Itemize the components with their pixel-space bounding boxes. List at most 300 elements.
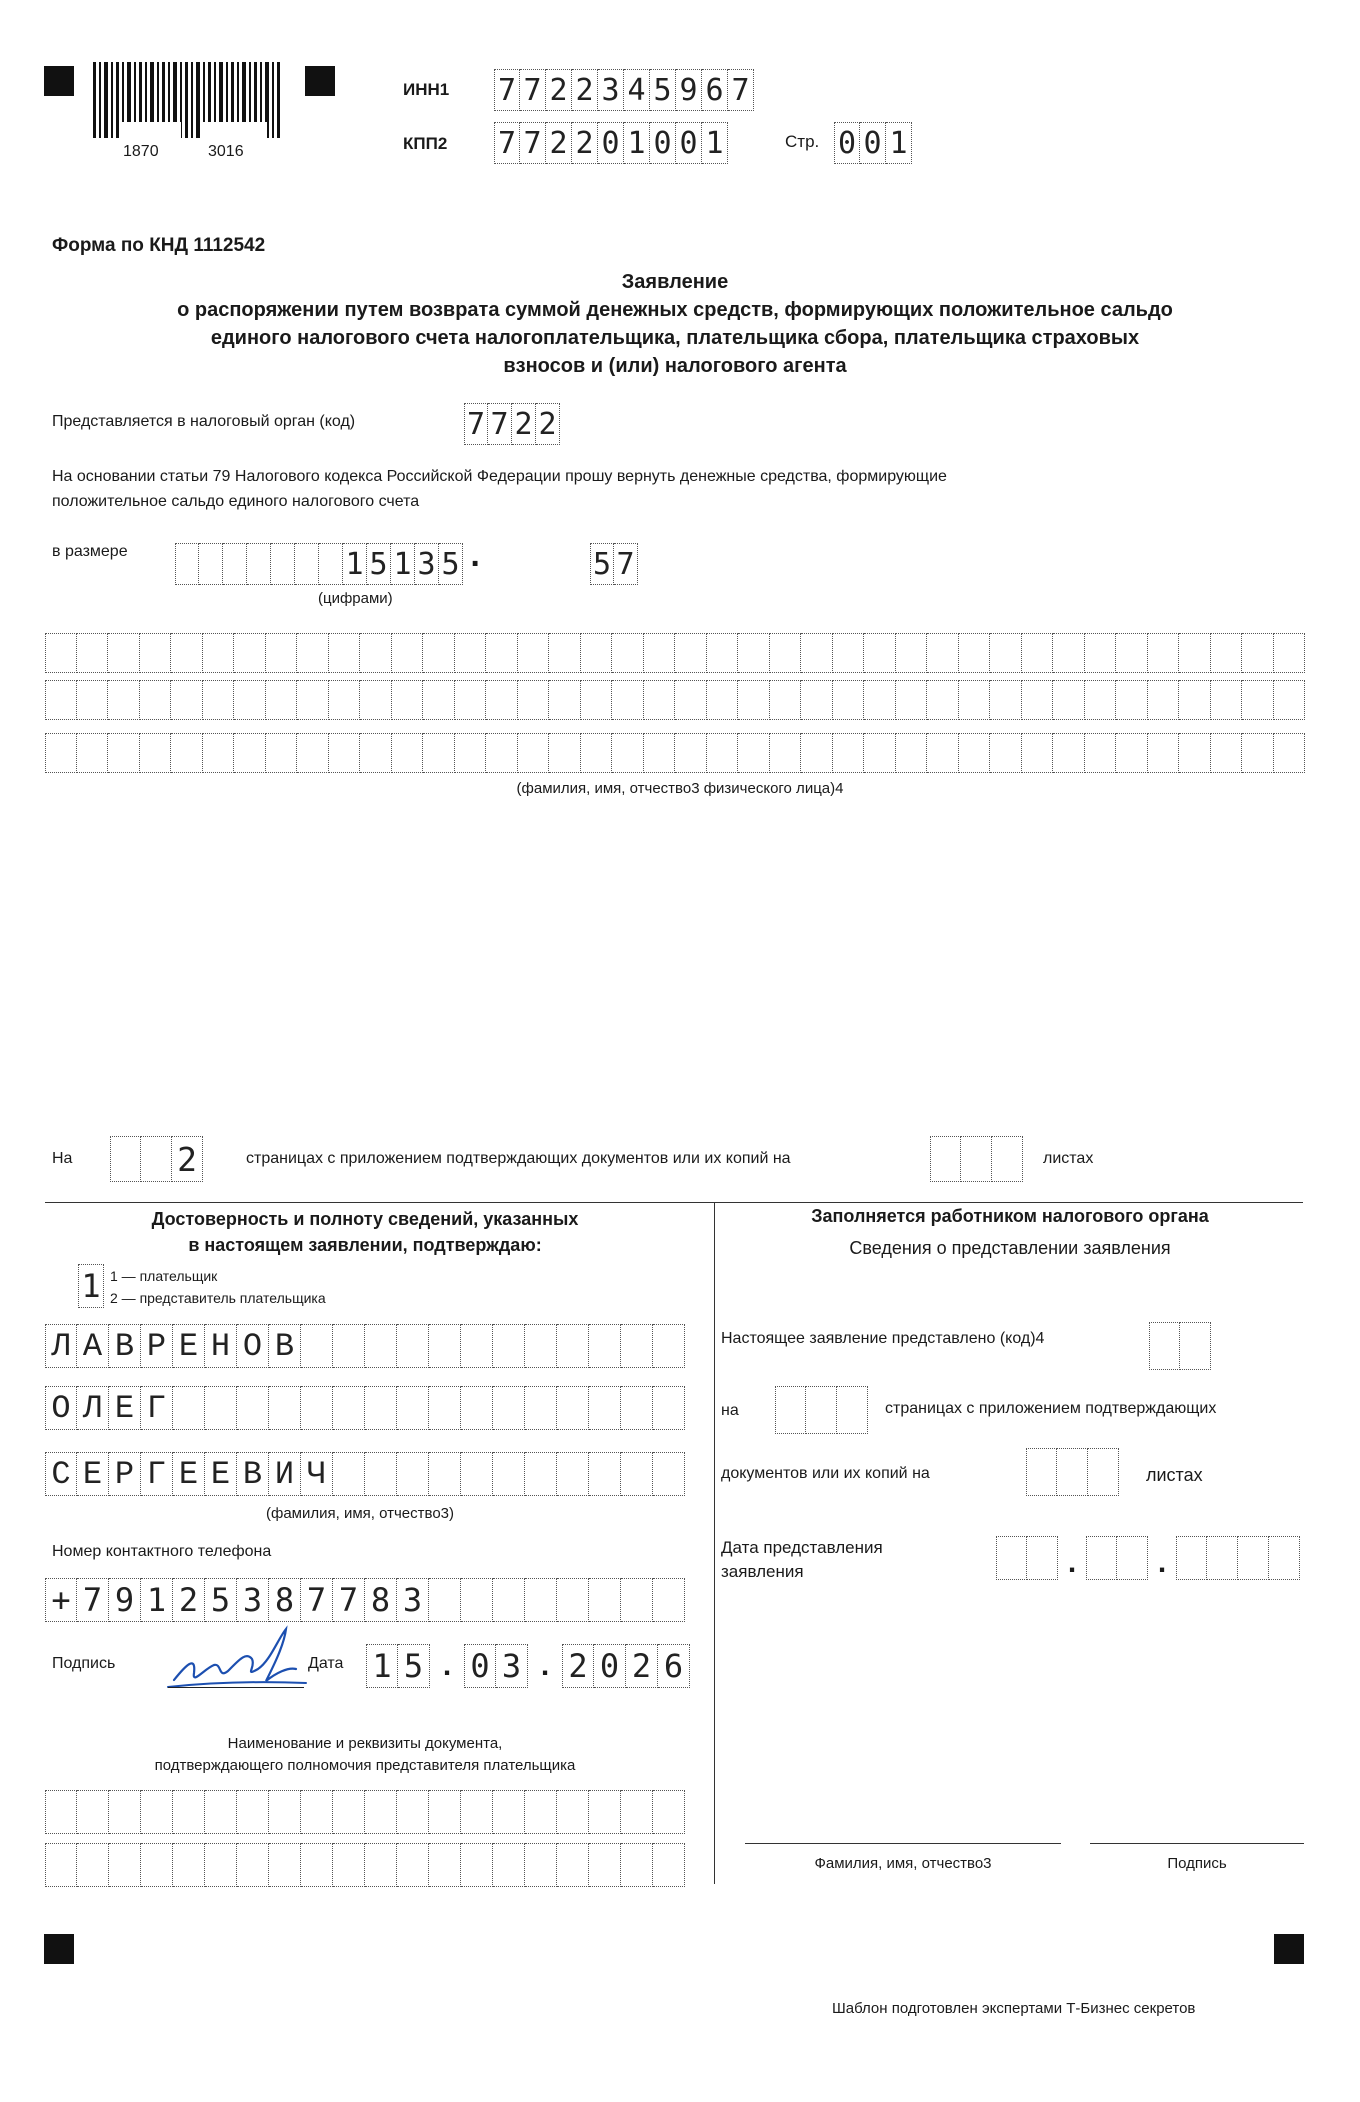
char-cell[interactable]: 2 bbox=[172, 1136, 203, 1182]
char-cell[interactable] bbox=[1026, 1448, 1057, 1496]
char-cell[interactable]: 7 bbox=[301, 1578, 333, 1622]
surname-field[interactable] bbox=[45, 1324, 685, 1368]
char-cell[interactable] bbox=[589, 1790, 621, 1834]
char-cell[interactable] bbox=[108, 680, 140, 720]
sheets-count-field[interactable] bbox=[930, 1136, 1023, 1182]
char-cell[interactable] bbox=[612, 680, 644, 720]
char-cell[interactable] bbox=[833, 733, 865, 773]
char-cell[interactable] bbox=[493, 1324, 525, 1368]
char-cell[interactable]: 7 bbox=[494, 69, 520, 111]
char-cell[interactable] bbox=[77, 733, 109, 773]
char-cell[interactable]: Е bbox=[173, 1324, 205, 1368]
char-cell[interactable] bbox=[493, 1843, 525, 1887]
char-cell[interactable] bbox=[896, 633, 928, 673]
char-cell[interactable]: 0 bbox=[650, 122, 676, 164]
char-cell[interactable] bbox=[1274, 633, 1306, 673]
char-cell[interactable] bbox=[1179, 733, 1211, 773]
char-cell[interactable] bbox=[392, 633, 424, 673]
char-cell[interactable]: Ч bbox=[301, 1452, 333, 1496]
char-cell[interactable] bbox=[1211, 633, 1243, 673]
char-cell[interactable] bbox=[1180, 1322, 1211, 1370]
char-cell[interactable] bbox=[266, 633, 298, 673]
char-cell[interactable] bbox=[333, 1843, 365, 1887]
char-cell[interactable] bbox=[806, 1386, 837, 1434]
char-cell[interactable] bbox=[738, 733, 770, 773]
char-cell[interactable] bbox=[1242, 633, 1274, 673]
char-cell[interactable] bbox=[801, 680, 833, 720]
char-cell[interactable] bbox=[1179, 633, 1211, 673]
char-cell[interactable]: 2 bbox=[572, 69, 598, 111]
char-cell[interactable] bbox=[297, 633, 329, 673]
char-cell[interactable] bbox=[493, 1452, 525, 1496]
char-cell[interactable]: 3 bbox=[415, 543, 439, 585]
char-cell[interactable] bbox=[223, 543, 247, 585]
char-cell[interactable] bbox=[429, 1386, 461, 1430]
char-cell[interactable] bbox=[996, 1536, 1027, 1580]
char-cell[interactable] bbox=[493, 1386, 525, 1430]
char-cell[interactable]: 2 bbox=[562, 1644, 594, 1688]
char-cell[interactable] bbox=[234, 733, 266, 773]
char-cell[interactable] bbox=[589, 1452, 621, 1496]
char-cell[interactable] bbox=[173, 1790, 205, 1834]
char-cell[interactable] bbox=[581, 733, 613, 773]
char-cell[interactable] bbox=[621, 1386, 653, 1430]
char-cell[interactable] bbox=[175, 543, 199, 585]
char-cell[interactable] bbox=[360, 680, 392, 720]
char-cell[interactable] bbox=[707, 680, 739, 720]
char-cell[interactable] bbox=[486, 680, 518, 720]
char-cell[interactable] bbox=[775, 1386, 806, 1434]
char-cell[interactable] bbox=[365, 1843, 397, 1887]
date-year[interactable] bbox=[562, 1644, 690, 1688]
char-cell[interactable]: В bbox=[237, 1452, 269, 1496]
char-cell[interactable]: 5 bbox=[590, 543, 614, 585]
person-name-row-1[interactable] bbox=[45, 633, 1305, 673]
char-cell[interactable] bbox=[990, 680, 1022, 720]
char-cell[interactable] bbox=[203, 733, 235, 773]
char-cell[interactable]: Е bbox=[109, 1386, 141, 1430]
char-cell[interactable] bbox=[621, 1843, 653, 1887]
char-cell[interactable] bbox=[234, 680, 266, 720]
char-cell[interactable] bbox=[173, 1386, 205, 1430]
char-cell[interactable] bbox=[108, 733, 140, 773]
char-cell[interactable] bbox=[397, 1386, 429, 1430]
char-cell[interactable] bbox=[1086, 1536, 1117, 1580]
char-cell[interactable] bbox=[770, 680, 802, 720]
char-cell[interactable] bbox=[423, 680, 455, 720]
char-cell[interactable] bbox=[392, 733, 424, 773]
char-cell[interactable] bbox=[621, 1578, 653, 1622]
char-cell[interactable]: 8 bbox=[365, 1578, 397, 1622]
char-cell[interactable] bbox=[203, 633, 235, 673]
char-cell[interactable] bbox=[455, 633, 487, 673]
char-cell[interactable]: Н bbox=[205, 1324, 237, 1368]
char-cell[interactable]: 3 bbox=[496, 1644, 528, 1688]
char-cell[interactable] bbox=[1274, 680, 1306, 720]
char-cell[interactable] bbox=[141, 1136, 172, 1182]
char-cell[interactable] bbox=[486, 633, 518, 673]
char-cell[interactable] bbox=[525, 1843, 557, 1887]
char-cell[interactable] bbox=[461, 1324, 493, 1368]
char-cell[interactable]: 1 bbox=[391, 543, 415, 585]
char-cell[interactable] bbox=[557, 1452, 589, 1496]
char-cell[interactable]: 0 bbox=[860, 122, 886, 164]
char-cell[interactable] bbox=[397, 1843, 429, 1887]
char-cell[interactable]: Е bbox=[173, 1452, 205, 1496]
amount-field[interactable] bbox=[175, 543, 463, 585]
char-cell[interactable] bbox=[1211, 733, 1243, 773]
char-cell[interactable]: 7 bbox=[464, 403, 488, 445]
char-cell[interactable] bbox=[397, 1452, 429, 1496]
char-cell[interactable] bbox=[549, 633, 581, 673]
char-cell[interactable] bbox=[266, 733, 298, 773]
char-cell[interactable] bbox=[589, 1386, 621, 1430]
char-cell[interactable]: + bbox=[45, 1578, 77, 1622]
char-cell[interactable] bbox=[675, 633, 707, 673]
char-cell[interactable] bbox=[455, 680, 487, 720]
tax-authority-code-field[interactable] bbox=[464, 403, 560, 445]
char-cell[interactable] bbox=[333, 1452, 365, 1496]
char-cell[interactable] bbox=[549, 733, 581, 773]
date-field[interactable] bbox=[366, 1644, 690, 1688]
char-cell[interactable] bbox=[301, 1324, 333, 1368]
char-cell[interactable] bbox=[525, 1790, 557, 1834]
char-cell[interactable]: 0 bbox=[676, 122, 702, 164]
char-cell[interactable] bbox=[1022, 680, 1054, 720]
char-cell[interactable] bbox=[77, 633, 109, 673]
char-cell[interactable] bbox=[423, 633, 455, 673]
char-cell[interactable] bbox=[675, 680, 707, 720]
char-cell[interactable]: В bbox=[269, 1324, 301, 1368]
char-cell[interactable] bbox=[1117, 1536, 1148, 1580]
char-cell[interactable] bbox=[959, 680, 991, 720]
char-cell[interactable] bbox=[653, 1324, 685, 1368]
char-cell[interactable] bbox=[461, 1386, 493, 1430]
char-cell[interactable] bbox=[141, 1843, 173, 1887]
char-cell[interactable] bbox=[365, 1324, 397, 1368]
date-day[interactable] bbox=[366, 1644, 430, 1688]
char-cell[interactable] bbox=[77, 1843, 109, 1887]
char-cell[interactable]: 5 bbox=[367, 543, 391, 585]
char-cell[interactable] bbox=[525, 1578, 557, 1622]
char-cell[interactable] bbox=[45, 633, 77, 673]
char-cell[interactable] bbox=[837, 1386, 868, 1434]
char-cell[interactable] bbox=[301, 1843, 333, 1887]
char-cell[interactable]: 6 bbox=[702, 69, 728, 111]
pages-count-field[interactable] bbox=[110, 1136, 203, 1182]
char-cell[interactable]: 1 bbox=[78, 1264, 104, 1308]
char-cell[interactable] bbox=[589, 1324, 621, 1368]
char-cell[interactable]: В bbox=[109, 1324, 141, 1368]
char-cell[interactable] bbox=[1269, 1536, 1300, 1580]
char-cell[interactable] bbox=[549, 680, 581, 720]
char-cell[interactable] bbox=[992, 1136, 1023, 1182]
char-cell[interactable] bbox=[109, 1790, 141, 1834]
char-cell[interactable]: 0 bbox=[594, 1644, 626, 1688]
char-cell[interactable]: 6 bbox=[658, 1644, 690, 1688]
char-cell[interactable] bbox=[397, 1324, 429, 1368]
char-cell[interactable] bbox=[365, 1386, 397, 1430]
char-cell[interactable] bbox=[269, 1386, 301, 1430]
char-cell[interactable]: 2 bbox=[626, 1644, 658, 1688]
char-cell[interactable]: 7 bbox=[728, 69, 754, 111]
char-cell[interactable] bbox=[429, 1452, 461, 1496]
char-cell[interactable] bbox=[833, 680, 865, 720]
char-cell[interactable] bbox=[365, 1452, 397, 1496]
char-cell[interactable]: 2 bbox=[572, 122, 598, 164]
char-cell[interactable] bbox=[621, 1452, 653, 1496]
phone-field[interactable] bbox=[45, 1578, 685, 1622]
char-cell[interactable] bbox=[959, 733, 991, 773]
char-cell[interactable] bbox=[141, 1790, 173, 1834]
char-cell[interactable] bbox=[77, 1790, 109, 1834]
char-cell[interactable] bbox=[525, 1386, 557, 1430]
char-cell[interactable] bbox=[864, 733, 896, 773]
patronymic-field[interactable] bbox=[45, 1452, 685, 1496]
presented-code-field[interactable] bbox=[1149, 1322, 1211, 1370]
char-cell[interactable] bbox=[297, 733, 329, 773]
char-cell[interactable] bbox=[237, 1843, 269, 1887]
char-cell[interactable] bbox=[1149, 1322, 1180, 1370]
char-cell[interactable]: 0 bbox=[598, 122, 624, 164]
representative-doc-row-1[interactable] bbox=[45, 1790, 685, 1834]
char-cell[interactable]: С bbox=[45, 1452, 77, 1496]
char-cell[interactable] bbox=[927, 733, 959, 773]
char-cell[interactable]: 2 bbox=[546, 69, 572, 111]
char-cell[interactable] bbox=[557, 1386, 589, 1430]
char-cell[interactable] bbox=[1179, 680, 1211, 720]
char-cell[interactable] bbox=[612, 733, 644, 773]
char-cell[interactable]: 2 bbox=[173, 1578, 205, 1622]
char-cell[interactable]: 5 bbox=[650, 69, 676, 111]
char-cell[interactable] bbox=[581, 680, 613, 720]
char-cell[interactable] bbox=[518, 633, 550, 673]
char-cell[interactable] bbox=[990, 733, 1022, 773]
char-cell[interactable] bbox=[173, 1843, 205, 1887]
char-cell[interactable] bbox=[333, 1324, 365, 1368]
char-cell[interactable] bbox=[612, 633, 644, 673]
right-pages-field[interactable] bbox=[775, 1386, 868, 1434]
char-cell[interactable] bbox=[896, 733, 928, 773]
char-cell[interactable] bbox=[1238, 1536, 1269, 1580]
char-cell[interactable] bbox=[644, 633, 676, 673]
char-cell[interactable]: 4 bbox=[624, 69, 650, 111]
char-cell[interactable] bbox=[1053, 633, 1085, 673]
char-cell[interactable] bbox=[1053, 680, 1085, 720]
char-cell[interactable]: 1 bbox=[366, 1644, 398, 1688]
char-cell[interactable] bbox=[171, 680, 203, 720]
char-cell[interactable] bbox=[397, 1790, 429, 1834]
char-cell[interactable] bbox=[269, 1790, 301, 1834]
char-cell[interactable] bbox=[360, 733, 392, 773]
char-cell[interactable]: А bbox=[77, 1324, 109, 1368]
char-cell[interactable]: 0 bbox=[464, 1644, 496, 1688]
char-cell[interactable]: 7 bbox=[77, 1578, 109, 1622]
char-cell[interactable] bbox=[589, 1843, 621, 1887]
char-cell[interactable]: 3 bbox=[237, 1578, 269, 1622]
char-cell[interactable] bbox=[653, 1578, 685, 1622]
char-cell[interactable] bbox=[801, 733, 833, 773]
char-cell[interactable] bbox=[108, 633, 140, 673]
char-cell[interactable] bbox=[675, 733, 707, 773]
char-cell[interactable] bbox=[237, 1790, 269, 1834]
char-cell[interactable] bbox=[707, 633, 739, 673]
char-cell[interactable] bbox=[1085, 680, 1117, 720]
char-cell[interactable]: И bbox=[269, 1452, 301, 1496]
char-cell[interactable] bbox=[1116, 733, 1148, 773]
char-cell[interactable]: 3 bbox=[397, 1578, 429, 1622]
char-cell[interactable] bbox=[961, 1136, 992, 1182]
char-cell[interactable] bbox=[896, 680, 928, 720]
char-cell[interactable] bbox=[930, 1136, 961, 1182]
char-cell[interactable]: Е bbox=[77, 1452, 109, 1496]
char-cell[interactable] bbox=[297, 680, 329, 720]
char-cell[interactable] bbox=[455, 733, 487, 773]
char-cell[interactable] bbox=[45, 1790, 77, 1834]
char-cell[interactable] bbox=[199, 543, 223, 585]
char-cell[interactable] bbox=[1207, 1536, 1238, 1580]
char-cell[interactable] bbox=[644, 733, 676, 773]
char-cell[interactable] bbox=[927, 633, 959, 673]
char-cell[interactable] bbox=[1242, 680, 1274, 720]
kpp-field[interactable] bbox=[494, 122, 728, 164]
char-cell[interactable] bbox=[1116, 633, 1148, 673]
char-cell[interactable]: Г bbox=[141, 1452, 173, 1496]
char-cell[interactable] bbox=[557, 1843, 589, 1887]
char-cell[interactable] bbox=[45, 680, 77, 720]
person-name-row-2[interactable] bbox=[45, 680, 1305, 720]
char-cell[interactable] bbox=[990, 633, 1022, 673]
char-cell[interactable] bbox=[525, 1324, 557, 1368]
char-cell[interactable] bbox=[429, 1578, 461, 1622]
right-date-month[interactable] bbox=[1086, 1536, 1148, 1580]
char-cell[interactable]: 2 bbox=[546, 122, 572, 164]
char-cell[interactable]: Р bbox=[109, 1452, 141, 1496]
char-cell[interactable] bbox=[621, 1790, 653, 1834]
char-cell[interactable] bbox=[1148, 733, 1180, 773]
char-cell[interactable] bbox=[237, 1386, 269, 1430]
page-number-field[interactable] bbox=[834, 122, 912, 164]
char-cell[interactable] bbox=[1085, 633, 1117, 673]
char-cell[interactable] bbox=[333, 1386, 365, 1430]
char-cell[interactable] bbox=[1053, 733, 1085, 773]
char-cell[interactable]: 5 bbox=[439, 543, 463, 585]
char-cell[interactable] bbox=[589, 1578, 621, 1622]
char-cell[interactable] bbox=[301, 1790, 333, 1834]
char-cell[interactable] bbox=[1022, 733, 1054, 773]
char-cell[interactable] bbox=[770, 633, 802, 673]
char-cell[interactable] bbox=[644, 680, 676, 720]
char-cell[interactable] bbox=[864, 633, 896, 673]
char-cell[interactable]: Л bbox=[45, 1324, 77, 1368]
char-cell[interactable] bbox=[621, 1324, 653, 1368]
char-cell[interactable]: О bbox=[237, 1324, 269, 1368]
char-cell[interactable] bbox=[1274, 733, 1306, 773]
char-cell[interactable] bbox=[1148, 680, 1180, 720]
char-cell[interactable] bbox=[1057, 1448, 1088, 1496]
char-cell[interactable] bbox=[461, 1578, 493, 1622]
name-field[interactable] bbox=[45, 1386, 685, 1430]
char-cell[interactable]: 7 bbox=[333, 1578, 365, 1622]
char-cell[interactable] bbox=[203, 680, 235, 720]
char-cell[interactable]: 9 bbox=[109, 1578, 141, 1622]
char-cell[interactable] bbox=[77, 680, 109, 720]
char-cell[interactable] bbox=[266, 680, 298, 720]
char-cell[interactable] bbox=[1027, 1536, 1058, 1580]
char-cell[interactable] bbox=[557, 1578, 589, 1622]
char-cell[interactable] bbox=[45, 733, 77, 773]
char-cell[interactable] bbox=[927, 680, 959, 720]
char-cell[interactable]: 1 bbox=[624, 122, 650, 164]
char-cell[interactable] bbox=[959, 633, 991, 673]
char-cell[interactable] bbox=[247, 543, 271, 585]
char-cell[interactable]: 7 bbox=[488, 403, 512, 445]
char-cell[interactable] bbox=[557, 1790, 589, 1834]
char-cell[interactable]: 2 bbox=[512, 403, 536, 445]
char-cell[interactable]: 3 bbox=[598, 69, 624, 111]
char-cell[interactable] bbox=[518, 733, 550, 773]
char-cell[interactable] bbox=[429, 1324, 461, 1368]
char-cell[interactable] bbox=[329, 733, 361, 773]
char-cell[interactable]: 7 bbox=[520, 122, 546, 164]
char-cell[interactable]: Р bbox=[141, 1324, 173, 1368]
char-cell[interactable] bbox=[461, 1843, 493, 1887]
char-cell[interactable] bbox=[1176, 1536, 1207, 1580]
char-cell[interactable] bbox=[234, 633, 266, 673]
char-cell[interactable] bbox=[493, 1578, 525, 1622]
char-cell[interactable] bbox=[329, 680, 361, 720]
char-cell[interactable] bbox=[707, 733, 739, 773]
char-cell[interactable]: О bbox=[45, 1386, 77, 1430]
char-cell[interactable] bbox=[45, 1843, 77, 1887]
char-cell[interactable] bbox=[1022, 633, 1054, 673]
char-cell[interactable]: 7 bbox=[494, 122, 520, 164]
char-cell[interactable] bbox=[429, 1790, 461, 1834]
char-cell[interactable]: 1 bbox=[141, 1578, 173, 1622]
char-cell[interactable] bbox=[365, 1790, 397, 1834]
char-cell[interactable] bbox=[301, 1386, 333, 1430]
char-cell[interactable] bbox=[525, 1452, 557, 1496]
char-cell[interactable]: 5 bbox=[205, 1578, 237, 1622]
char-cell[interactable]: 1 bbox=[343, 543, 367, 585]
char-cell[interactable] bbox=[738, 633, 770, 673]
char-cell[interactable] bbox=[1242, 733, 1274, 773]
char-cell[interactable] bbox=[581, 633, 613, 673]
char-cell[interactable] bbox=[461, 1790, 493, 1834]
char-cell[interactable] bbox=[205, 1843, 237, 1887]
char-cell[interactable] bbox=[319, 543, 343, 585]
char-cell[interactable] bbox=[653, 1843, 685, 1887]
char-cell[interactable]: 2 bbox=[536, 403, 560, 445]
char-cell[interactable] bbox=[1088, 1448, 1119, 1496]
right-date-field[interactable] bbox=[996, 1536, 1300, 1580]
char-cell[interactable] bbox=[1116, 680, 1148, 720]
char-cell[interactable] bbox=[770, 733, 802, 773]
char-cell[interactable] bbox=[329, 633, 361, 673]
char-cell[interactable] bbox=[833, 633, 865, 673]
char-cell[interactable] bbox=[140, 680, 172, 720]
right-sheets-field[interactable] bbox=[1026, 1448, 1119, 1496]
char-cell[interactable] bbox=[109, 1843, 141, 1887]
char-cell[interactable] bbox=[486, 733, 518, 773]
char-cell[interactable] bbox=[653, 1790, 685, 1834]
char-cell[interactable] bbox=[269, 1843, 301, 1887]
char-cell[interactable] bbox=[423, 733, 455, 773]
char-cell[interactable] bbox=[140, 633, 172, 673]
char-cell[interactable] bbox=[1085, 733, 1117, 773]
char-cell[interactable]: 0 bbox=[834, 122, 860, 164]
char-cell[interactable] bbox=[171, 733, 203, 773]
